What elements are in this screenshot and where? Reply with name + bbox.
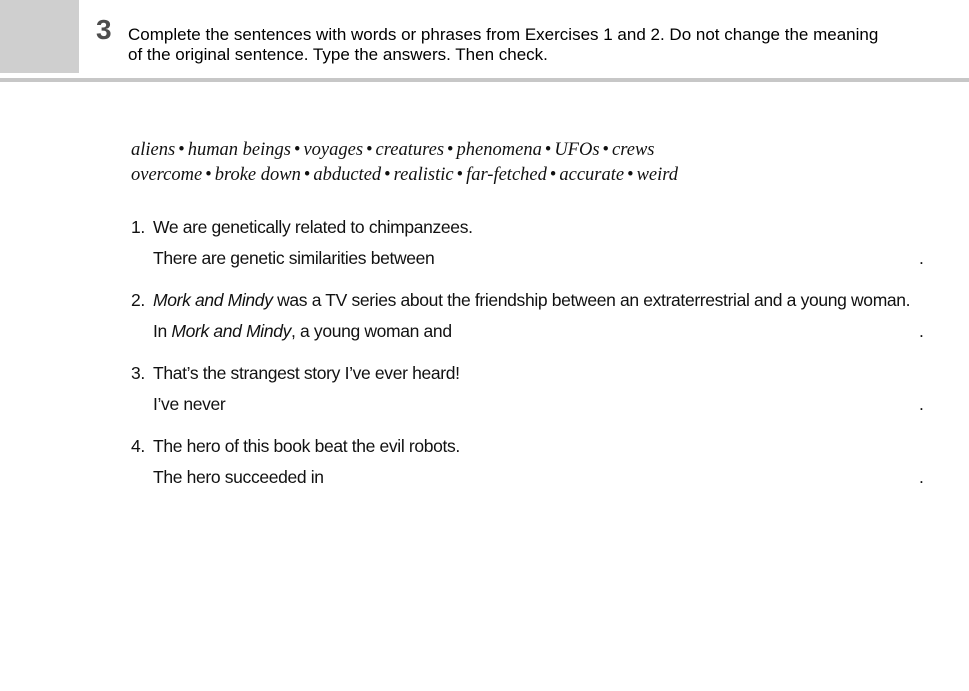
item-number: 2. bbox=[131, 290, 145, 310]
exercise-number: 3 bbox=[96, 14, 112, 45]
sentence-end: . bbox=[919, 394, 924, 414]
sentence-text: was a TV series about the friendship between an extraterrestrial and a young woman. bbox=[272, 290, 911, 310]
word-bank-word: creatures bbox=[375, 140, 445, 160]
show-title: Mork and Mindy bbox=[153, 290, 273, 310]
item-number: 4. bbox=[131, 436, 145, 456]
answer-input-1[interactable] bbox=[446, 246, 916, 270]
word-bank-word: overcome bbox=[131, 165, 203, 185]
item-number: 1. bbox=[131, 217, 145, 237]
answer-input-3[interactable] bbox=[236, 392, 916, 416]
sentence-end: . bbox=[919, 321, 924, 341]
prompt-text: , a young woman and bbox=[291, 321, 452, 341]
word-bank-word: broke down bbox=[214, 165, 301, 185]
sentence-end: . bbox=[919, 467, 924, 487]
sentence-end: . bbox=[919, 248, 924, 268]
rewrite-prompt: The hero succeeded in bbox=[153, 467, 324, 487]
exercise-instructions bbox=[128, 25, 948, 65]
answer-input-2[interactable] bbox=[466, 319, 916, 343]
word-bank-word: aliens bbox=[131, 140, 176, 160]
word-bank-word: realistic bbox=[393, 165, 454, 185]
word-bank bbox=[131, 138, 911, 188]
exercise-items bbox=[131, 215, 931, 507]
original-sentence: The hero of this book beat the evil robots. bbox=[153, 436, 460, 456]
show-title: Mork and Mindy bbox=[171, 321, 292, 341]
instructions-line-2: of the original sentence. Type the answers. Then check. bbox=[128, 45, 548, 64]
rewrite-prompt bbox=[153, 319, 452, 343]
word-bank-line-2: overcome • broke down • abducted • realistic • far-fetched • accurate • weird bbox=[131, 165, 679, 185]
original-sentence: That’s the strangest story I’ve ever heard! bbox=[153, 363, 460, 383]
exercise-item-2 bbox=[131, 288, 931, 361]
word-bank-word: far-fetched bbox=[466, 165, 547, 185]
exercise-item-4 bbox=[131, 434, 931, 507]
word-bank-word: phenomena bbox=[456, 140, 542, 160]
rewrite-prompt: I’ve never bbox=[153, 394, 226, 414]
word-bank-word: weird bbox=[636, 165, 679, 185]
exercise-item-3 bbox=[131, 361, 931, 434]
rewrite-prompt: There are genetic similarities between bbox=[153, 248, 435, 268]
answer-input-4[interactable] bbox=[331, 465, 916, 489]
original-sentence bbox=[153, 288, 910, 312]
exercise-item-1 bbox=[131, 215, 931, 288]
word-bank-word: abducted bbox=[313, 165, 382, 185]
original-sentence: We are genetically related to chimpanzees. bbox=[153, 217, 473, 237]
word-bank-word: crews bbox=[612, 140, 655, 160]
word-bank-word: accurate bbox=[559, 165, 625, 185]
word-bank-word: UFOs bbox=[554, 140, 600, 160]
word-bank-line-1: aliens • human beings • voyages • creatures • phenomena • UFOs • crews bbox=[131, 140, 655, 160]
header-divider bbox=[0, 78, 969, 82]
word-bank-word: voyages bbox=[303, 140, 364, 160]
item-number: 3. bbox=[131, 363, 145, 383]
header-accent-block bbox=[0, 0, 79, 73]
exercise-header bbox=[0, 0, 969, 78]
prompt-prefix: In bbox=[153, 321, 172, 341]
instructions-line-1: Complete the sentences with words or phrases from Exercises 1 and 2. Do not change the meaning bbox=[128, 25, 879, 44]
word-bank-word: human beings bbox=[187, 140, 291, 160]
